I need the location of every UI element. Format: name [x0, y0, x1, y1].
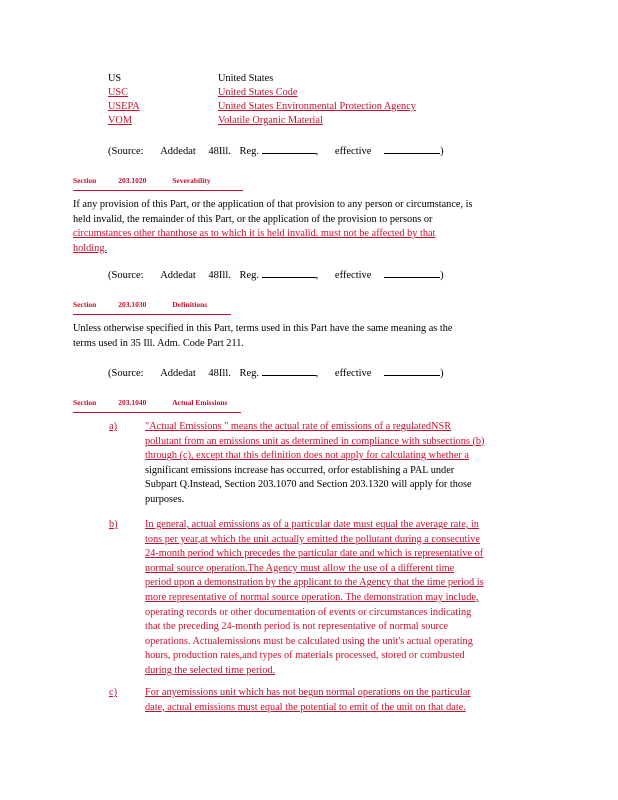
abbreviation-meaning: Volatile Organic Material: [218, 115, 323, 126]
paragraph-line: period upon a demonstration by the applicant to the Agency that the time period is: [145, 577, 484, 589]
paragraph-line: held invalid, the remainder of this Part, or the application of the provision to persons or: [73, 213, 433, 225]
section-number: 203.1040: [118, 398, 147, 407]
paragraph-line: through (c), except that this definition does not apply for calculating whether a: [145, 450, 469, 462]
source-added: Addedat: [160, 270, 196, 281]
actual-emissions-item-c: [145, 686, 541, 715]
source-comma: ,: [315, 146, 319, 157]
section-heading: [73, 174, 243, 191]
abbreviation-term: US: [108, 73, 122, 84]
abbreviation-term: USC: [108, 87, 129, 98]
abbreviation-meaning: United States Code: [218, 87, 298, 98]
paragraph-line: that the preceding 24-month period is not representative of normal source: [145, 621, 449, 633]
source-reg: Reg.: [239, 270, 260, 281]
paragraph-line: hours, production rates,and types of materials processed, stored or combusted: [145, 650, 465, 662]
paragraph-line: date, actual emissions must equal the potential to emit of the unit on that date.: [145, 701, 466, 713]
source-register: 48Ill.: [208, 146, 231, 157]
section-word: Section: [73, 176, 97, 185]
paragraph-line: more representative of normal source operation. The demonstration may include,: [145, 591, 479, 603]
source-blank: [262, 267, 316, 278]
paragraph-line: In general, actual emissions as of a particular date must equal the average rate, in: [145, 519, 479, 530]
source-effective: effective: [334, 368, 372, 379]
paragraph-line: pollutant from an emissions unit as determined in compliance with subsections (b): [145, 435, 485, 447]
section-number: 203.1020: [118, 176, 147, 185]
section-number: 203.1030: [118, 300, 147, 309]
paragraph-line: operating records or other documentation of events or circumstances indicating: [145, 606, 472, 618]
section-word: Section: [73, 398, 97, 407]
source-blank: [262, 143, 316, 154]
source-note: [108, 143, 444, 160]
definitions-paragraph: [73, 322, 541, 351]
paragraph-line: "Actual Emissions " means the actual rate of emissions of a regulatedNSR: [145, 421, 452, 432]
source-added: Addedat: [160, 146, 196, 157]
paragraph-line: 24-month period which precedes the particular date and which is representative of: [145, 548, 484, 560]
paragraph-line: operations. Actualemissions must be calculated using the unit's actual operating: [145, 635, 473, 647]
paragraph-line: Subpart Q.Instead, Section 203.1070 and Section 203.1320 will apply for those: [145, 479, 472, 491]
source-suffix: ): [440, 368, 444, 379]
actual-emissions-item-b: [145, 518, 541, 679]
paragraph-line: If any provision of this Part, or the application of that provision to any person or circumstance, is: [73, 199, 473, 210]
actual-emissions-item-a: [145, 420, 541, 508]
section-title: Actual Emissions: [172, 398, 228, 407]
section-title: Severability: [172, 176, 211, 185]
source-note: [108, 267, 444, 284]
source-blank: [384, 365, 440, 376]
source-effective: effective: [334, 270, 372, 281]
section-title: Definitions: [172, 300, 208, 309]
source-comma: ,: [315, 368, 319, 379]
source-reg: Reg.: [239, 368, 260, 379]
paragraph-line: holding.: [73, 242, 108, 254]
source-prefix: (Source:: [108, 270, 144, 281]
source-register: 48Ill.: [208, 270, 231, 281]
paragraph-line: significant emissions increase has occurred, orfor establishing a PAL under: [145, 464, 455, 476]
section-heading: [73, 298, 231, 315]
abbreviation-term: VOM: [108, 115, 133, 126]
item-label: b): [109, 519, 118, 530]
abbreviation-term: USEPA: [108, 101, 140, 112]
paragraph-line: terms used in 35 Ill. Adm. Code Part 211.: [73, 337, 244, 349]
source-blank: [384, 143, 440, 154]
source-suffix: ): [440, 146, 444, 157]
source-prefix: (Source:: [108, 146, 144, 157]
source-effective: effective: [334, 146, 372, 157]
section-heading: [73, 396, 241, 413]
severability-paragraph: [73, 198, 541, 256]
section-word: Section: [73, 300, 97, 309]
source-suffix: ): [440, 270, 444, 281]
source-note: [108, 365, 444, 382]
source-prefix: (Source:: [108, 368, 144, 379]
source-added: Addedat: [160, 368, 196, 379]
abbreviation-meaning: United States Environmental Protection Agency: [218, 101, 416, 112]
paragraph-line: circumstances other thanthose as to which it is held invalid. must not be affected by that: [73, 228, 436, 240]
paragraph-line: normal source operation.The Agency must allow the use of a different time: [145, 562, 455, 574]
paragraph-line: For anyemissions unit which has not begun normal operations on the particular: [145, 687, 471, 698]
source-comma: ,: [315, 270, 319, 281]
paragraph-line: tons per year,at which the unit actually emitted the pollutant during a consecutive: [145, 533, 480, 545]
source-reg: Reg.: [239, 146, 260, 157]
paragraph-line: Unless otherwise specified in this Part, terms used in this Part have the same meaning as the: [73, 323, 453, 334]
source-register: 48Ill.: [208, 368, 231, 379]
item-label: c): [109, 687, 117, 698]
paragraph-line: during the selected time period.: [145, 664, 276, 676]
source-blank: [384, 267, 440, 278]
source-blank: [262, 365, 316, 376]
abbreviation-meaning: United States: [218, 73, 274, 84]
paragraph-line: purposes.: [145, 493, 185, 505]
item-label: a): [109, 421, 117, 432]
